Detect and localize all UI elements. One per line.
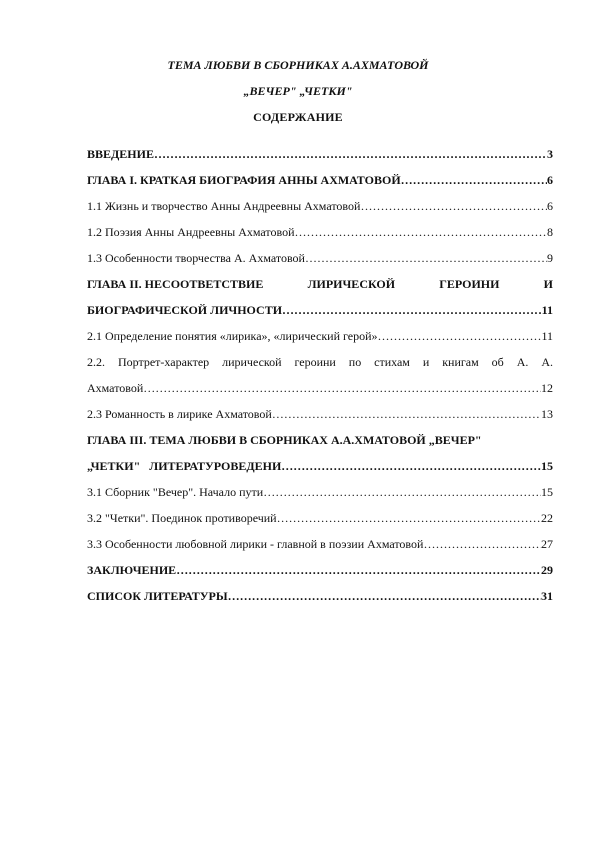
toc-leader-dots [154, 144, 547, 164]
toc-leader-dots [281, 456, 541, 476]
toc-page-number: 11 [541, 303, 553, 317]
toc-leader-dots [228, 586, 541, 606]
toc-leader-dots [378, 326, 542, 346]
toc-page-number: 8 [547, 225, 553, 239]
toc-leader-dots [263, 482, 541, 502]
toc-page-number: 6 [547, 199, 553, 213]
toc-page-number: 27 [541, 537, 553, 551]
document-title-line1: ТЕМА ЛЮБВИ В СБОРНИКАХ А.АХМАТОВОЙ [167, 58, 429, 72]
toc-word: об [491, 355, 504, 369]
toc-leader-dots [277, 508, 541, 528]
toc-entry-2-3 [87, 404, 553, 424]
toc-word: лирической [222, 355, 282, 369]
toc-entry-label: 3.1 Сборник "Вечер". Начало пути [87, 485, 264, 499]
toc-leader-dots [360, 196, 547, 216]
toc-word: героини [294, 355, 336, 369]
toc-entry-3-1 [87, 482, 553, 502]
toc-page-number: 6 [547, 173, 553, 187]
toc-word: ГЕРОИНИ [439, 277, 500, 291]
contents-heading: СОДЕРЖАНИЕ [253, 110, 343, 124]
toc-word: А. [516, 355, 529, 369]
toc-entry-label: ГЛАВА I. КРАТКАЯ БИОГРАФИЯ АННЫ АХМАТОВОЙ [87, 173, 401, 187]
toc-entry-label: 3.2 "Четки". Поединок противоречий [87, 511, 277, 525]
toc-leader-dots [295, 222, 548, 242]
toc-entry-label: ГЛАВА III. ТЕМА ЛЮБВИ В СБОРНИКАХ А.А.ХМАТОВОЙ „ВЕЧЕР" [87, 433, 482, 447]
toc-entry-2-2-line1 [87, 352, 553, 372]
toc-word: ГЛАВА II. НЕСООТВЕТСТВИЕ [87, 277, 264, 291]
toc-entry-label: СПИСОК ЛИТЕРАТУРЫ [87, 589, 228, 603]
toc-entry-2-2-line2 [87, 378, 553, 398]
toc-entry-bibliography [87, 586, 553, 606]
toc-word: И [543, 277, 553, 291]
toc-entry-intro [87, 144, 553, 164]
toc-entry-label: 1.2 Поэзия Анны Андреевны Ахматовой [87, 225, 295, 239]
toc-leader-dots [401, 170, 547, 190]
toc-page-number: 11 [541, 329, 553, 343]
toc-word: ЛИРИЧЕСКОЙ [307, 277, 396, 291]
toc-entry-2-1 [87, 326, 553, 346]
toc-word: А. [541, 355, 553, 369]
toc-page-number: 9 [547, 251, 553, 265]
toc-entry-label: Ахматовой [87, 381, 144, 395]
toc-entry-chapter-3-line1 [87, 430, 553, 450]
toc-entry-conclusion [87, 560, 553, 580]
toc-entry-1-2 [87, 222, 553, 242]
toc-word: 2.2. [87, 355, 105, 369]
toc-word: Портрет-характер [117, 355, 210, 369]
toc-page-number: 3 [547, 147, 553, 161]
toc-leader-dots [423, 534, 541, 554]
toc-word: и [422, 355, 430, 369]
toc-entry-3-2 [87, 508, 553, 528]
toc-entry-label: БИОГРАФИЧЕСКОЙ ЛИЧНОСТИ [87, 303, 283, 317]
toc-entry-1-1 [87, 196, 553, 216]
toc-page-number: 29 [541, 563, 553, 577]
toc-entry-label: 2.1 Определение понятия «лирика», «лирический герой» [87, 329, 378, 343]
toc-leader-dots [305, 248, 547, 268]
toc-word: стихам [374, 355, 410, 369]
toc-entry-chapter-2-line2 [87, 300, 553, 320]
toc-page-number: 15 [541, 459, 553, 473]
toc-word: по [348, 355, 362, 369]
toc-entry-label: 2.3 Романность в лирике Ахматовой [87, 407, 272, 421]
toc-entry-chapter-3-line2 [87, 456, 553, 476]
toc-entry-label: „ЧЕТКИ" ЛИТЕРАТУРОВЕДЕНИ [87, 459, 282, 473]
toc-leader-dots [176, 560, 541, 580]
toc-entry-chapter-2-line1 [87, 274, 553, 294]
toc-entry-3-3 [87, 534, 553, 554]
toc-page-number: 22 [541, 511, 553, 525]
toc-page-number: 31 [541, 589, 553, 603]
toc-page-number: 12 [541, 381, 553, 395]
toc-leader-dots [272, 404, 541, 424]
toc-entry-label: ВВЕДЕНИЕ [87, 147, 154, 161]
document-title-line2: „ВЕЧЕР" „ЧЕТКИ" [243, 84, 353, 98]
toc-leader-dots [282, 300, 542, 320]
toc-entry-label: 3.3 Особенности любовной лирики - главной в поэзии Ахматовой [87, 537, 424, 551]
toc-entry-1-3 [87, 248, 553, 268]
toc-word: книгам [442, 355, 479, 369]
toc-entry-label: 1.3 Особенности творчества А. Ахматовой [87, 251, 305, 265]
toc-entry-chapter-1 [87, 170, 553, 190]
toc-page-number: 15 [541, 485, 553, 499]
toc-entry-label: 1.1 Жизнь и творчество Анны Андреевны Ахматовой [87, 199, 361, 213]
toc-entry-label: ЗАКЛЮЧЕНИЕ [87, 563, 177, 577]
toc-leader-dots [143, 378, 541, 398]
toc-page-number: 13 [541, 407, 553, 421]
